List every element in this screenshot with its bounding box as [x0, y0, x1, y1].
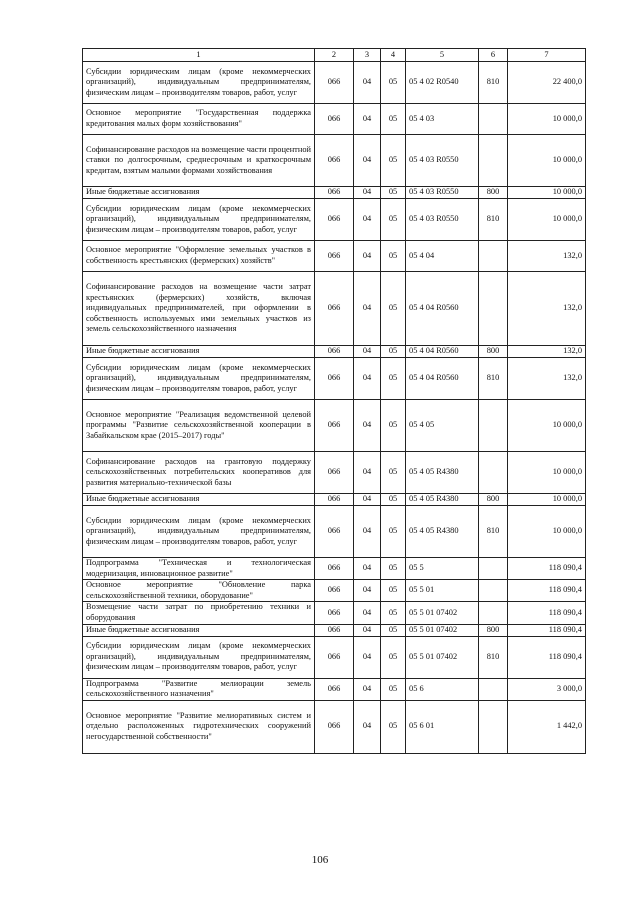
- row-type-cell: [479, 580, 508, 602]
- row-section-cell: 04: [354, 241, 381, 272]
- row-code-cell: 066: [315, 135, 354, 187]
- row-target-cell: 05 4 02 R0540: [406, 62, 479, 104]
- table-row: [83, 558, 586, 580]
- row-type-cell: 810: [479, 62, 508, 104]
- row-target-cell: 05 6: [406, 678, 479, 700]
- row-name-cell: Основное мероприятие "Развитие мелиоративных систем и отдельно расположенных гидротехнических сооружений негосударственной собственности": [83, 700, 315, 753]
- row-target-cell: 05 4 03: [406, 104, 479, 135]
- row-amount-cell: 10 000,0: [508, 494, 586, 506]
- table-header: [83, 49, 586, 62]
- row-type-cell: [479, 452, 508, 494]
- header-cell: 2: [315, 49, 354, 62]
- row-subsection-cell: 05: [381, 358, 406, 400]
- table-row: [83, 636, 586, 678]
- row-code-cell: 066: [315, 272, 354, 346]
- row-target-cell: 05 5 01 07402: [406, 636, 479, 678]
- row-section-cell: 04: [354, 187, 381, 199]
- row-name-cell: Софинансирование расходов на грантовую поддержку сельскохозяйственных потребительских кооперативов для развития материально-технической базы: [83, 452, 315, 494]
- row-name-cell: Софинансирование расходов на возмещение части затрат крестьянских (фермерских) хозяйств, включая индивидуальных предпринимателей, при оформлении в собственность используемых ими земельных участков из земель сельскохозяйственного назначения: [83, 272, 315, 346]
- row-section-cell: 04: [354, 602, 381, 624]
- row-amount-cell: 3 000,0: [508, 678, 586, 700]
- row-code-cell: 066: [315, 602, 354, 624]
- row-name-cell: Иные бюджетные ассигнования: [83, 494, 315, 506]
- row-type-cell: 800: [479, 494, 508, 506]
- row-subsection-cell: 05: [381, 241, 406, 272]
- budget-table: [82, 48, 586, 754]
- table-row: [83, 624, 586, 636]
- table-row: [83, 187, 586, 199]
- row-subsection-cell: 05: [381, 678, 406, 700]
- row-name-cell: Подпрограмма "Развитие мелиорации земель сельскохозяйственного назначения": [83, 678, 315, 700]
- table-row: [83, 506, 586, 558]
- row-amount-cell: 10 000,0: [508, 452, 586, 494]
- row-amount-cell: 10 000,0: [508, 187, 586, 199]
- row-type-cell: 800: [479, 624, 508, 636]
- row-section-cell: 04: [354, 199, 381, 241]
- row-target-cell: 05 5 01 07402: [406, 624, 479, 636]
- row-type-cell: [479, 678, 508, 700]
- row-name-cell: Иные бюджетные ассигнования: [83, 624, 315, 636]
- row-amount-cell: 132,0: [508, 358, 586, 400]
- table-row: [83, 358, 586, 400]
- table-row: [83, 400, 586, 452]
- row-amount-cell: 10 000,0: [508, 135, 586, 187]
- table-body: [83, 62, 586, 754]
- row-name-cell: Основное мероприятие "Оформление земельных участков в собственность крестьянских (фермерских) хозяйств": [83, 241, 315, 272]
- row-amount-cell: 132,0: [508, 346, 586, 358]
- row-subsection-cell: 05: [381, 602, 406, 624]
- table-row: [83, 602, 586, 624]
- row-section-cell: 04: [354, 678, 381, 700]
- row-target-cell: 05 4 05 R4380: [406, 452, 479, 494]
- row-target-cell: 05 4 05: [406, 400, 479, 452]
- row-amount-cell: 10 000,0: [508, 506, 586, 558]
- row-amount-cell: 10 000,0: [508, 400, 586, 452]
- row-code-cell: 066: [315, 199, 354, 241]
- header-cell: 7: [508, 49, 586, 62]
- row-code-cell: 066: [315, 358, 354, 400]
- row-code-cell: 066: [315, 241, 354, 272]
- row-amount-cell: 1 442,0: [508, 700, 586, 753]
- row-code-cell: 066: [315, 187, 354, 199]
- row-section-cell: 04: [354, 506, 381, 558]
- row-section-cell: 04: [354, 400, 381, 452]
- row-section-cell: 04: [354, 104, 381, 135]
- table-row: [83, 580, 586, 602]
- row-amount-cell: 10 000,0: [508, 104, 586, 135]
- row-section-cell: 04: [354, 62, 381, 104]
- row-code-cell: 066: [315, 400, 354, 452]
- row-code-cell: 066: [315, 678, 354, 700]
- row-section-cell: 04: [354, 272, 381, 346]
- row-name-cell: Субсидии юридическим лицам (кроме некоммерческих организаций), индивидуальным предпринимателям, физическим лицам – производителям товаров, работ, услуг: [83, 636, 315, 678]
- table-row: [83, 272, 586, 346]
- row-name-cell: Основное мероприятие "Реализация ведомственной целевой программы "Развитие сельскохозяйственной кооперации в Забайкальском крае (2015–2017) годы": [83, 400, 315, 452]
- row-target-cell: 05 4 05 R4380: [406, 506, 479, 558]
- table-row: [83, 199, 586, 241]
- row-name-cell: Иные бюджетные ассигнования: [83, 346, 315, 358]
- table-row: [83, 346, 586, 358]
- row-amount-cell: 118 090,4: [508, 636, 586, 678]
- row-target-cell: 05 5 01 07402: [406, 602, 479, 624]
- row-type-cell: [479, 272, 508, 346]
- header-cell: 4: [381, 49, 406, 62]
- row-type-cell: 810: [479, 358, 508, 400]
- row-code-cell: 066: [315, 558, 354, 580]
- header-cell: 6: [479, 49, 508, 62]
- row-subsection-cell: 05: [381, 272, 406, 346]
- table-row: [83, 452, 586, 494]
- row-code-cell: 066: [315, 452, 354, 494]
- row-section-cell: 04: [354, 358, 381, 400]
- row-subsection-cell: 05: [381, 636, 406, 678]
- row-type-cell: [479, 700, 508, 753]
- row-target-cell: 05 4 04 R0560: [406, 272, 479, 346]
- row-code-cell: 066: [315, 62, 354, 104]
- row-amount-cell: 10 000,0: [508, 199, 586, 241]
- row-subsection-cell: 05: [381, 506, 406, 558]
- row-name-cell: Основное мероприятие "Государственная поддержка кредитования малых форм хозяйствования": [83, 104, 315, 135]
- row-subsection-cell: 05: [381, 400, 406, 452]
- row-type-cell: 800: [479, 346, 508, 358]
- row-target-cell: 05 4 04 R0560: [406, 358, 479, 400]
- row-target-cell: 05 4 03 R0550: [406, 135, 479, 187]
- row-section-cell: 04: [354, 494, 381, 506]
- row-code-cell: 066: [315, 624, 354, 636]
- row-amount-cell: 118 090,4: [508, 580, 586, 602]
- row-type-cell: 800: [479, 187, 508, 199]
- table-row: [83, 135, 586, 187]
- row-amount-cell: 118 090,4: [508, 558, 586, 580]
- row-type-cell: [479, 602, 508, 624]
- row-subsection-cell: 05: [381, 62, 406, 104]
- row-section-cell: 04: [354, 558, 381, 580]
- row-code-cell: 066: [315, 700, 354, 753]
- row-amount-cell: 22 400,0: [508, 62, 586, 104]
- row-section-cell: 04: [354, 580, 381, 602]
- row-subsection-cell: 05: [381, 580, 406, 602]
- row-name-cell: Иные бюджетные ассигнования: [83, 187, 315, 199]
- table-row: [83, 700, 586, 753]
- row-type-cell: [479, 135, 508, 187]
- row-code-cell: 066: [315, 104, 354, 135]
- row-name-cell: Софинансирование расходов на возмещение части процентной ставки по долгосрочным, среднесрочным и краткосрочным кредитам, взятым малыми формами хозяйствования: [83, 135, 315, 187]
- row-amount-cell: 118 090,4: [508, 602, 586, 624]
- row-subsection-cell: 05: [381, 187, 406, 199]
- row-amount-cell: 118 090,4: [508, 624, 586, 636]
- row-section-cell: 04: [354, 135, 381, 187]
- row-type-cell: 810: [479, 199, 508, 241]
- row-type-cell: 810: [479, 636, 508, 678]
- row-target-cell: 05 4 04 R0560: [406, 346, 479, 358]
- row-subsection-cell: 05: [381, 104, 406, 135]
- row-target-cell: 05 4 04: [406, 241, 479, 272]
- row-section-cell: 04: [354, 700, 381, 753]
- row-subsection-cell: 05: [381, 624, 406, 636]
- row-section-cell: 04: [354, 346, 381, 358]
- table-row: [83, 104, 586, 135]
- row-target-cell: 05 5: [406, 558, 479, 580]
- table-row: [83, 678, 586, 700]
- row-section-cell: 04: [354, 624, 381, 636]
- row-type-cell: [479, 558, 508, 580]
- row-code-cell: 066: [315, 580, 354, 602]
- row-code-cell: 066: [315, 494, 354, 506]
- row-subsection-cell: 05: [381, 558, 406, 580]
- header-row: [83, 49, 586, 62]
- row-target-cell: 05 4 03 R0550: [406, 199, 479, 241]
- row-code-cell: 066: [315, 636, 354, 678]
- row-target-cell: 05 4 05 R4380: [406, 494, 479, 506]
- row-section-cell: 04: [354, 452, 381, 494]
- row-name-cell: Подпрограмма "Техническая и технологическая модернизация, инновационное развитие": [83, 558, 315, 580]
- header-cell: 3: [354, 49, 381, 62]
- row-name-cell: Субсидии юридическим лицам (кроме некоммерческих организаций), индивидуальным предпринимателям, физическим лицам – производителям товаров, работ, услуг: [83, 506, 315, 558]
- row-subsection-cell: 05: [381, 346, 406, 358]
- row-type-cell: 810: [479, 506, 508, 558]
- header-cell: 5: [406, 49, 479, 62]
- row-name-cell: Субсидии юридическим лицам (кроме некоммерческих организаций), индивидуальным предпринимателям, физическим лицам – производителям товаров, работ, услуг: [83, 199, 315, 241]
- row-type-cell: [479, 104, 508, 135]
- row-type-cell: [479, 241, 508, 272]
- row-name-cell: Субсидии юридическим лицам (кроме некоммерческих организаций), индивидуальным предпринимателям, физическим лицам – производителям товаров, работ, услуг: [83, 62, 315, 104]
- row-subsection-cell: 05: [381, 199, 406, 241]
- row-target-cell: 05 6 01: [406, 700, 479, 753]
- row-subsection-cell: 05: [381, 700, 406, 753]
- row-section-cell: 04: [354, 636, 381, 678]
- row-code-cell: 066: [315, 506, 354, 558]
- row-code-cell: 066: [315, 346, 354, 358]
- page-number: 106: [311, 854, 329, 866]
- row-name-cell: Основное мероприятие "Обновление парка сельскохозяйственной техники, оборудование": [83, 580, 315, 602]
- table-row: [83, 494, 586, 506]
- row-name-cell: Субсидии юридическим лицам (кроме некоммерческих организаций), индивидуальным предпринимателям, физическим лицам – производителям товаров, работ, услуг: [83, 358, 315, 400]
- row-target-cell: 05 5 01: [406, 580, 479, 602]
- row-subsection-cell: 05: [381, 494, 406, 506]
- row-name-cell: Возмещение части затрат по приобретению техники и оборудования: [83, 602, 315, 624]
- row-amount-cell: 132,0: [508, 272, 586, 346]
- table-row: [83, 62, 586, 104]
- table-row: [83, 241, 586, 272]
- row-type-cell: [479, 400, 508, 452]
- row-target-cell: 05 4 03 R0550: [406, 187, 479, 199]
- row-subsection-cell: 05: [381, 452, 406, 494]
- header-cell: 1: [83, 49, 315, 62]
- row-subsection-cell: 05: [381, 135, 406, 187]
- row-amount-cell: 132,0: [508, 241, 586, 272]
